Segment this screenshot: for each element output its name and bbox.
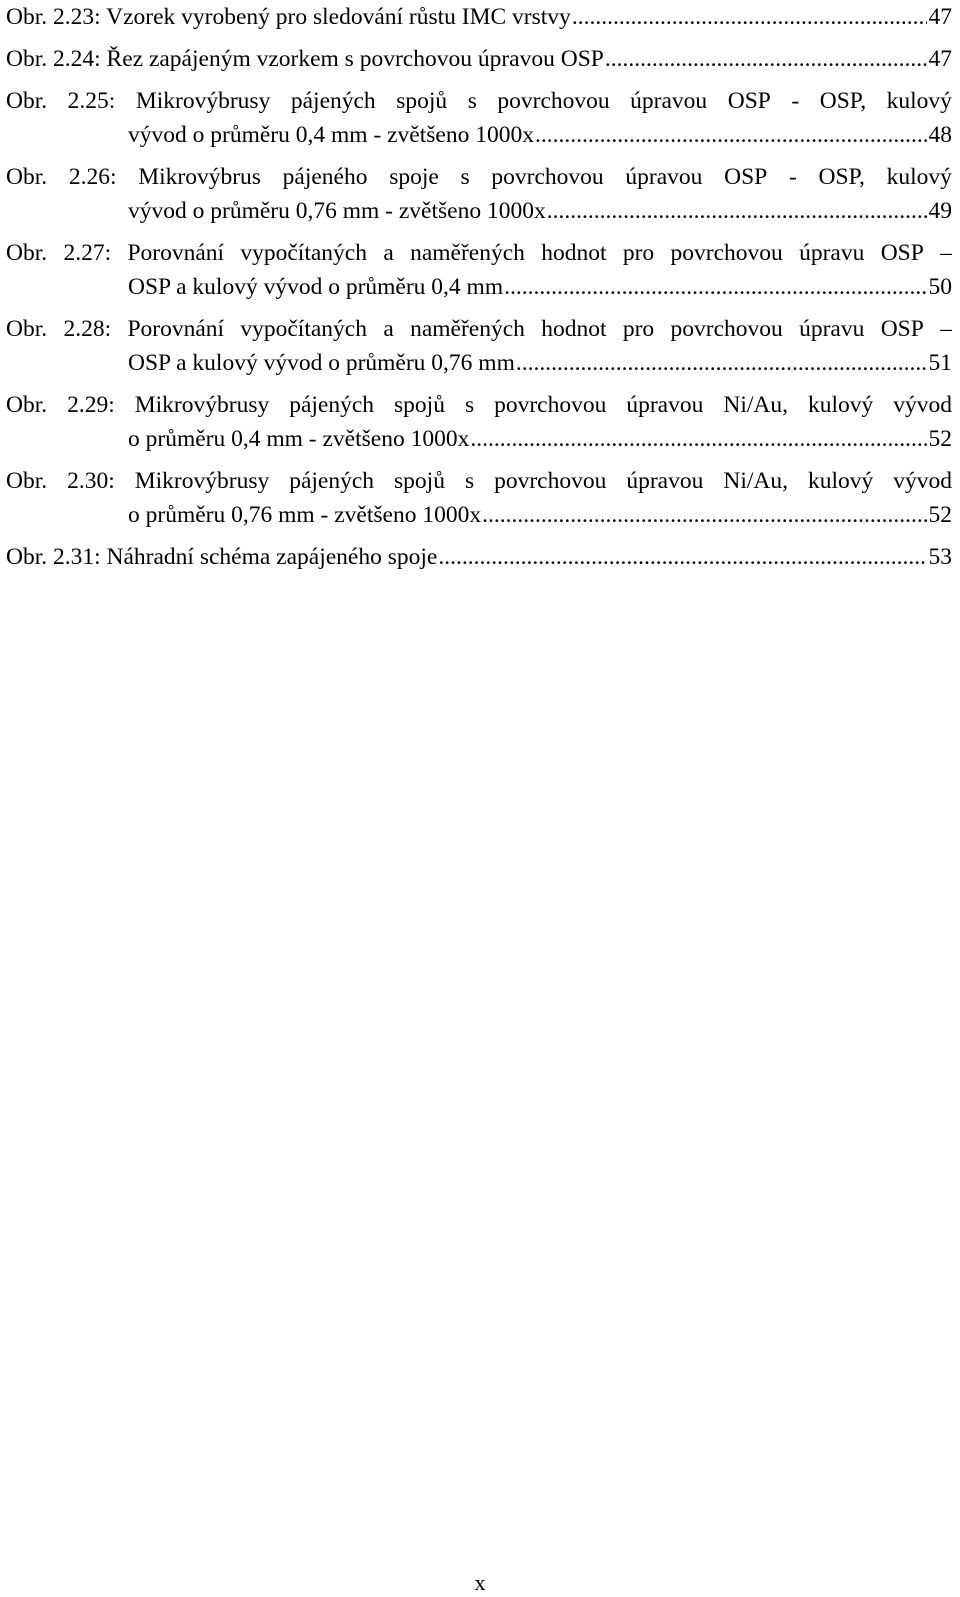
title-word: 2.30: [67,468,115,494]
title-word: Obr. [6,316,48,342]
title-word: spoje [389,164,439,190]
title-word: vypočítaných [240,316,367,342]
title-word: Obr. [6,468,48,494]
title-word: 2.26: [68,164,117,190]
toc-entry[interactable] [6,0,952,34]
title-word: hodnot [541,316,607,342]
title-word: úpravou [625,164,703,190]
toc-entry-title-line1 [6,236,952,270]
toc-entry-page: 52 [928,502,952,528]
title-word: - [791,88,800,114]
toc-entry-page: 52 [928,426,952,452]
title-word: s [464,468,475,494]
toc-entry-title-line1 [6,388,952,422]
title-word: spojů [394,468,445,494]
toc-entry-title-line1 [6,84,952,118]
title-word: kulový [807,468,874,494]
title-word: s [464,392,475,418]
toc-entry-title-line2: o průměru 0,4 mm - zvětšeno 1000x [128,426,470,452]
title-word: Obr. [6,240,48,266]
toc-entry-title-line2: vývod o průměru 0,4 mm - zvětšeno 1000x [128,122,534,148]
title-word: vypočítaných [240,240,367,266]
toc-entry[interactable] [6,160,952,228]
toc-entry-title [6,236,952,270]
title-word: 2.29: [67,392,115,418]
title-word: kulový [807,392,874,418]
title-word: spojů [396,88,448,114]
title-word: úpravu [799,240,865,266]
toc-entry-title: Obr. 2.23: Vzorek vyrobený pro sledování růstu IMC vrstvy [6,4,571,30]
title-word: kulový [886,164,952,190]
title-word: povrchovou [670,240,783,266]
title-word: pájených [289,392,375,418]
toc-entry[interactable] [6,42,952,76]
toc-entry-title: Obr. 2.24: Řez zapájeným vzorkem s povrchovou úpravou OSP [6,46,604,72]
title-word: povrchovou [494,392,607,418]
title-word: pro [622,316,655,342]
title-word: Mikrovýbrusy [135,88,271,114]
toc-entry-page: 51 [928,350,952,376]
title-word: úpravu [799,316,865,342]
title-word: povrchovou [497,88,610,114]
title-word: a [383,316,394,342]
title-word: Mikrovýbrus [138,164,261,190]
title-word: naměřených [410,316,525,342]
title-word: 2.27: [63,240,112,266]
title-word: OSP [724,164,768,190]
title-word: povrchovou [670,316,783,342]
dot-leader [482,498,926,532]
toc-entry-title-line2: OSP a kulový vývod o průměru 0,76 mm [128,350,515,376]
toc-entry-title [6,160,952,194]
title-word: - [788,164,797,190]
dot-leader [516,346,927,380]
title-word: s [460,164,470,190]
title-word: pájených [290,88,376,114]
title-word: – [940,240,952,266]
toc-entry[interactable] [6,464,952,532]
toc-entry-title [6,388,952,422]
title-word: vývod [893,392,952,418]
title-word: pro [622,240,655,266]
toc-entry-title-line1 [6,160,952,194]
toc-entry-title-line2: OSP a kulový vývod o průměru 0,4 mm [128,274,504,300]
toc-entry-page: 53 [928,544,952,570]
dot-leader [504,270,926,304]
toc-entry[interactable] [6,236,952,304]
title-word: Porovnání [127,240,225,266]
title-word: s [467,88,477,114]
title-word: naměřených [410,240,525,266]
toc-entry[interactable] [6,84,952,152]
title-word: povrchovou [491,164,604,190]
title-word: 2.28: [63,316,112,342]
title-word: Porovnání [127,316,225,342]
dot-leader [547,194,927,228]
toc-entry-title: Obr. 2.31: Náhradní schéma zapájeného spoje [6,544,438,570]
title-word: OSP [727,88,771,114]
title-word: spojů [394,392,445,418]
title-word: pájeného [282,164,368,190]
title-word: Obr. [6,392,48,418]
title-word: kulový [886,88,952,114]
list-of-figures [6,0,952,582]
toc-entry-page: 47 [928,4,952,30]
title-word: úpravou [626,468,704,494]
title-word: OSP [880,240,924,266]
title-word: OSP [880,316,924,342]
title-word: hodnot [541,240,607,266]
title-word: a [383,240,394,266]
toc-entry-title-line1 [6,464,952,498]
dot-leader [605,42,927,76]
page-number: x [474,1570,486,1595]
title-word: pájených [289,468,375,494]
toc-entry-page: 47 [928,46,952,72]
toc-entry-title-line2: vývod o průměru 0,76 mm - zvětšeno 1000x [128,198,546,224]
title-word: OSP, [819,88,867,114]
title-word: úpravou [626,392,704,418]
title-word: – [940,316,952,342]
title-word: Obr. [6,164,48,190]
title-word: 2.25: [67,88,116,114]
dot-leader [572,0,927,34]
title-word: Obr. [6,88,48,114]
toc-entry-page: 49 [928,198,952,224]
title-word: OSP, [818,164,865,190]
toc-entry-title-line2: o průměru 0,76 mm - zvětšeno 1000x [128,502,482,528]
toc-entry-title [6,312,952,346]
toc-entry-page: 50 [928,274,952,300]
toc-entry-title-line1 [6,312,952,346]
toc-entry[interactable] [6,388,952,456]
dot-leader [438,540,926,574]
title-word: Ni/Au, [723,468,788,494]
title-word: Mikrovýbrusy [134,392,270,418]
toc-entry-title [6,464,952,498]
title-word: povrchovou [494,468,607,494]
toc-entry-page: 48 [928,122,952,148]
title-word: vývod [893,468,952,494]
toc-entry[interactable] [6,540,952,574]
dot-leader [535,118,927,152]
title-word: úpravou [630,88,708,114]
title-word: Ni/Au, [723,392,788,418]
toc-entry[interactable] [6,312,952,380]
dot-leader [470,422,926,456]
title-word: Mikrovýbrusy [134,468,270,494]
toc-entry-title [6,84,952,118]
